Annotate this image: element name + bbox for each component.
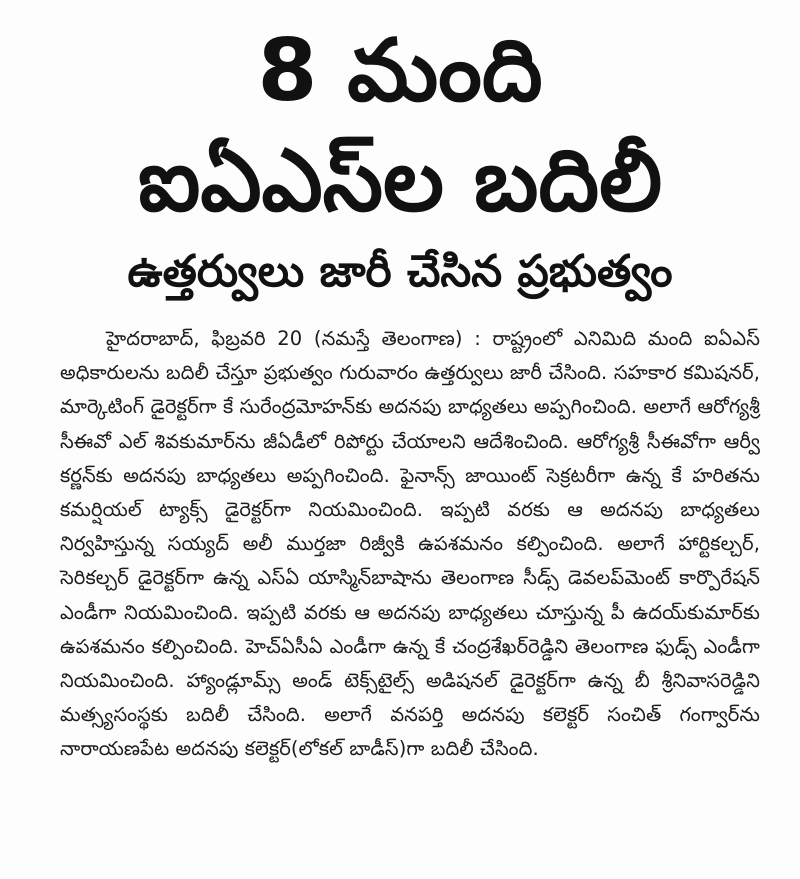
headline-line-2: ఐఏఎస్‌ల బదిలీ xyxy=(137,131,663,231)
article-body: హైదరాబాద్, ఫిబ్రవరి 20 (నమస్తే తెలంగాణ) : రాష్ట్రంలో ఎనిమిది మంది ఐఏఎస్ అధికారులను బదిలీ చేస్తూ ప్రభుత్వం గురువారం ఉత్తర్వులు జారీ చేసింది. సహకార కమిషనర్, మార్కెటింగ్ డైరెక్టర్‌గా కే సురేంద్రమోహన్‌కు అదనపు బాధ్యతలు అప్పగించింది. అలాగే ఆరోగ్యశ్రీ సీఈవో ఎల్ శివకుమార్‌ను జీఏడీలో రిపోర్టు చేయాలని ఆదేశించింది. ఆరోగ్యశ్రీ సీఈవోగా ఆర్వీ కర్ణన్‌కు అదనపు బాధ్యతలు అప్పగించింది. ఫైనాన్స్ జాయింట్ సెక్రటరీగా ఉన్న కే హరితను కమర్షియల్ ట్యాక్స్ డైరెక్టర్‌గా నియమించింది. ఇప్పటి వరకు ఆ అదనపు బాధ్యతలు నిర్వహిస్తున్న సయ్యద్ అలీ ముర్తజా రిజ్వీకి ఉపశమనం కల్పించింది. అలాగే హార్టికల్చర్, సెరికల్చర్ డైరెక్టర్‌గా ఉన్న ఎస్ఏ యాస్మిన్‌బాషాను తెలంగాణ సీడ్స్ డెవలప్‌మెంట్ కార్పొరేషన్ ఎండీగా నియమించింది. ఇప్పటి వరకు ఆ అదనపు బాధ్యతలు చూస్తున్న పీ ఉదయ్‌కుమార్‌కు ఉపశమనం కల్పించింది. హెచ్ఏసీఏ ఎండీగా ఉన్న కే చంద్రశేఖర్‌రెడ్డిని తెలంగాణ ఫుడ్స్ ఎండీగా నియమించింది. హ్యాండ్లూమ్స్ అండ్ టెక్స్‌టైల్స్ అడిషనల్ డైరెక్టర్‌గా ఉన్న బీ శ్రీనివాసరెడ్డిని మత్స్యసంస్థకు బదిలీ చేసింది. అలాగే వనపర్తి అదనపు కలెక్టర్ సంచిత్ గంగ్వార్‌ను నారాయణపేట అదనపు కలెక్టర్(లోకల్ బాడీస్)గా బదిలీ చేసింది. xyxy=(60,327,760,761)
headline-line-1: 8 మంది xyxy=(257,21,543,121)
subheadline: ఉత్తర్వులు జారీ చేసిన ప్రభుత్వం xyxy=(127,246,673,297)
